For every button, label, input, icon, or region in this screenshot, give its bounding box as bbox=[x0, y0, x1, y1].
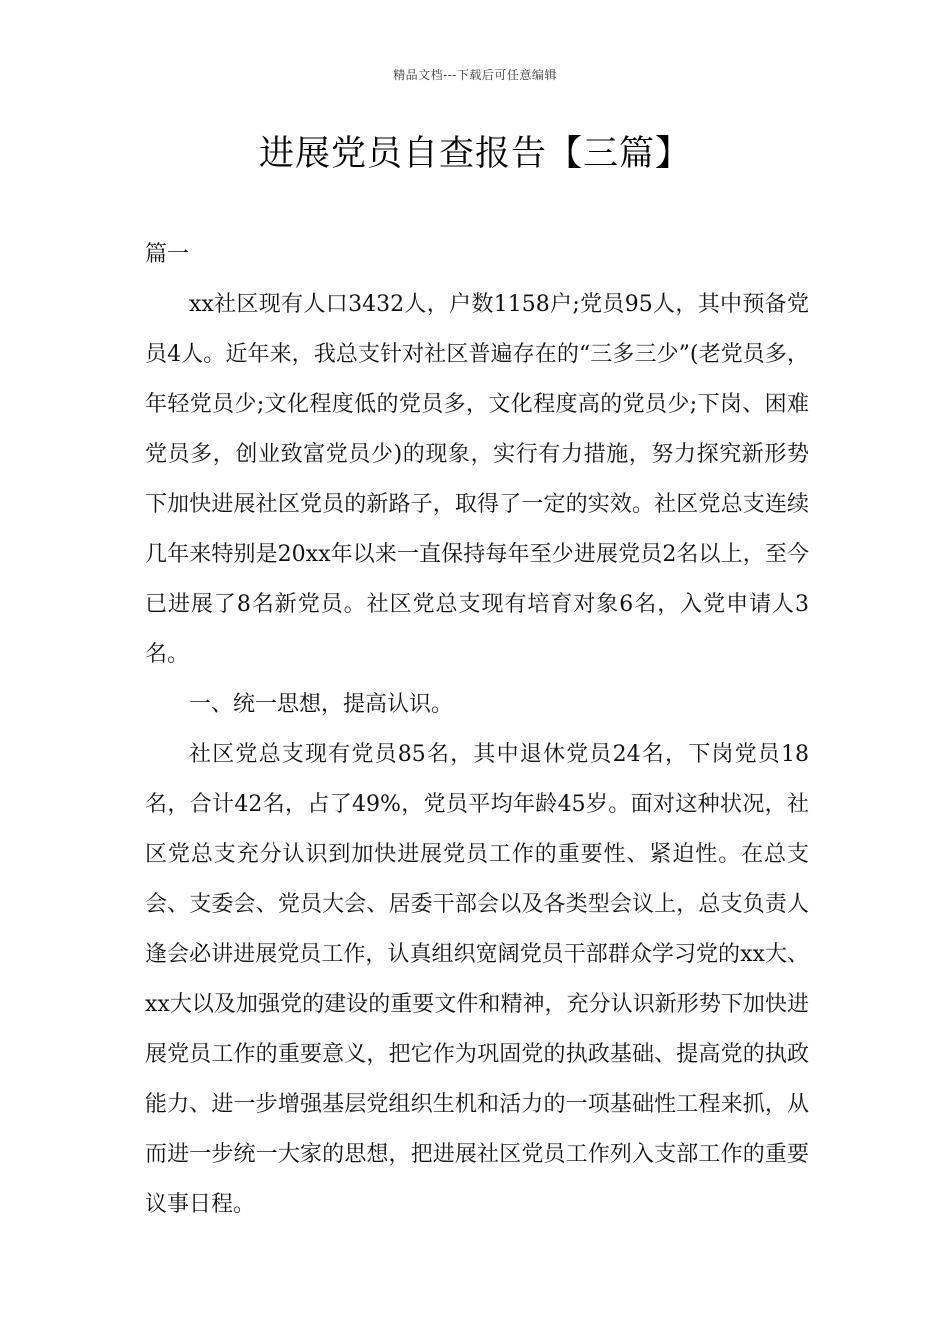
section-heading-1: 一、统一思想，提高认识。 bbox=[189, 692, 454, 717]
paragraph-intro: xx社区现有人口3432人，户数1158户;党员95人，其中预备党员4人。近年来，我总支针对社区普遍存在的“三多三少”(老党员多，年轻党员少;文化程度低的党员多，文化程度高的党员少;下岗、困难党员多，创业致富党员少)的现象，实行有力措施，努力探究新形势下加快进展社区党员的新路子，取得了一定的实效。社区党总支连续几年来特别是20xx年以来一直保持每年至少进展党员2名以上，至今已进展了8名新党员。社区党总支现有培育对象6名，入党申请人3名。 bbox=[145, 292, 809, 667]
document-title: 进展党员自查报告【三篇】 bbox=[258, 134, 691, 174]
section-label: 篇一 bbox=[145, 242, 190, 267]
document-body bbox=[145, 230, 809, 1230]
paragraph-section-1: 社区党总支现有党员85名，其中退休党员24名，下岗党员18名，合计42名，占了49%，党员平均年龄45岁。面对这种状况，社区党总支充分认识到加快进展党员工作的重要性、紧迫性。在总支会、支委会、党员大会、居委干部会以及各类型会议上，总支负责人逢会必讲进展党员工作，认真组织宽阔党员干部群众学习党的xx大、xx大以及加强党的建设的重要文件和精神，充分认识新形势下加快进展党员工作的重要意义，把它作为巩固党的执政基础、提高党的执政能力、进一步增强基层党组织生机和活力的一项基础性工程来抓，从而进一步统一大家的思想，把进展社区党员工作列入支部工作的重要议事日程。 bbox=[145, 742, 809, 1217]
header-note: 精品文档---下载后可任意编辑 bbox=[393, 68, 557, 82]
